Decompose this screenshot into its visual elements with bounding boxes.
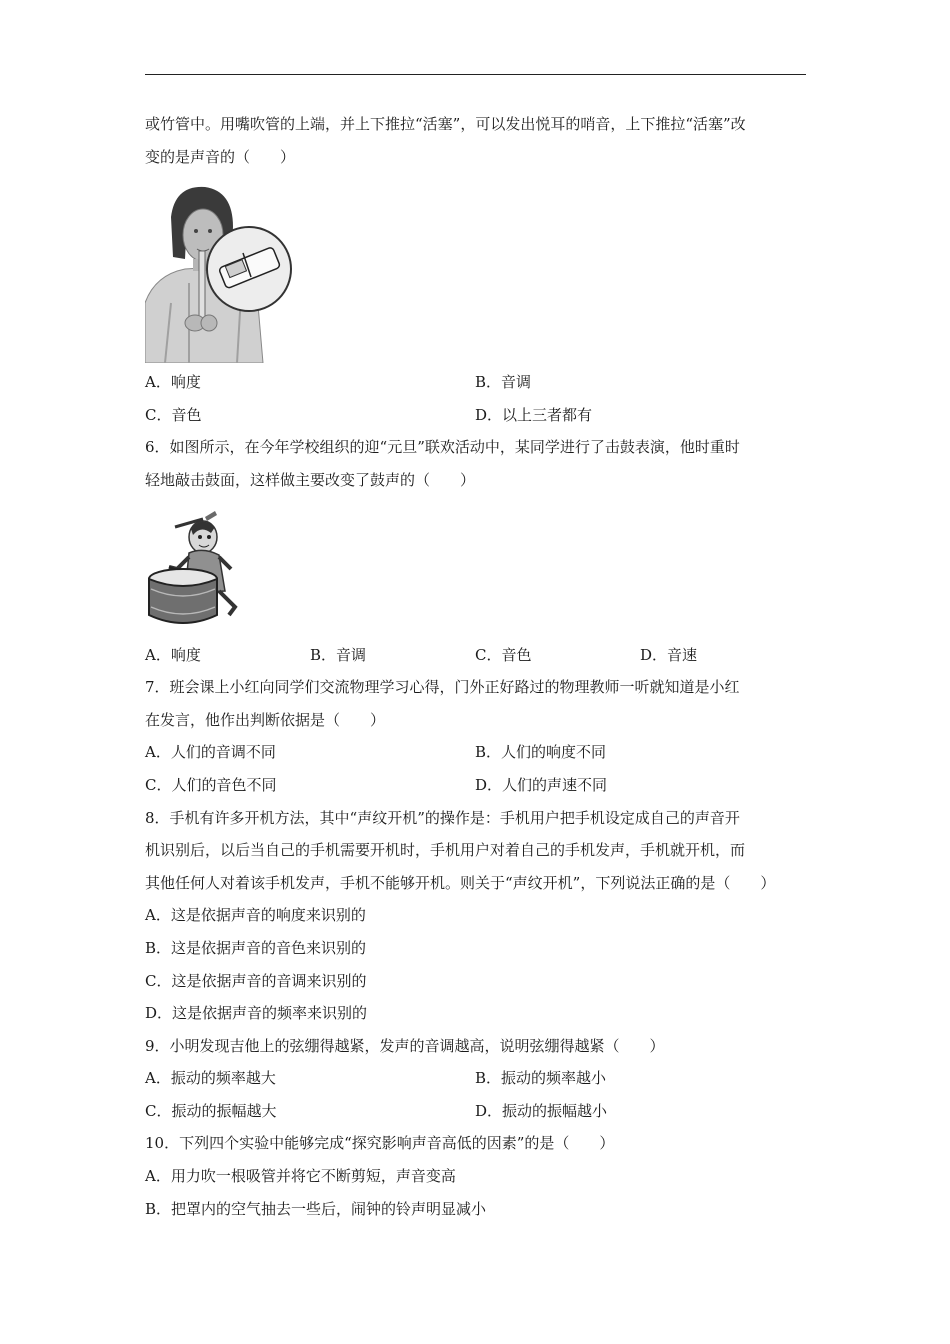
- figure-girl-whistle: [145, 173, 810, 366]
- question-8: [145, 802, 810, 1030]
- header-rule: [145, 74, 806, 75]
- question-7: [145, 671, 810, 801]
- option-c[interactable]: C．振动的振幅越大: [145, 1101, 277, 1120]
- question-text-line: 轻地敲击鼓面，这样做主要改变了鼓声的（ ）: [145, 470, 476, 489]
- question-text-line: 9．小明发现吉他上的弦绷得越紧，发声的音调越高，说明弦绷得越紧（ ）: [145, 1036, 665, 1055]
- options-row: [145, 769, 810, 802]
- question-text-line: 10．下列四个实验中能够完成“探究影响声音高低的因素”的是（ ）: [145, 1134, 615, 1153]
- option-b[interactable]: B．音调: [310, 645, 367, 664]
- question-text-line: 变的是声音的（ ）: [145, 147, 296, 166]
- option-d[interactable]: D．以上三者都有: [475, 405, 593, 424]
- option-a[interactable]: A．人们的音调不同: [145, 743, 276, 762]
- option-b[interactable]: B．人们的响度不同: [475, 743, 607, 762]
- option-d[interactable]: D．人们的声速不同: [475, 775, 608, 794]
- option-a[interactable]: A．这是依据声音的响度来识别的: [145, 906, 366, 925]
- question-6: [145, 431, 810, 671]
- question-text-line: 或竹管中。用嘴吹管的上端，并上下推拉“活塞”，可以发出悦耳的哨音，上下推拉“活塞”改: [145, 115, 746, 133]
- option-d[interactable]: D．音速: [640, 645, 698, 664]
- options-row: [145, 736, 810, 769]
- option-d[interactable]: D．振动的振幅越小: [475, 1101, 608, 1120]
- options-row: [145, 1095, 810, 1128]
- page-content: [145, 108, 810, 1225]
- option-b[interactable]: B．振动的频率越小: [475, 1069, 607, 1088]
- option-c[interactable]: C．音色: [475, 645, 532, 664]
- option-b[interactable]: B．把罩内的空气抽去一些后，闹钟的铃声明显减小: [145, 1199, 487, 1218]
- question-text-line: 6．如图所示，在今年学校组织的迎“元旦”联欢活动中，某同学进行了击鼓表演，他时重时: [145, 438, 740, 457]
- figure-drummer: [145, 497, 810, 639]
- option-b[interactable]: B．音调: [475, 373, 532, 392]
- drummer-illustration: [145, 507, 241, 629]
- option-a[interactable]: A．响度: [145, 645, 201, 664]
- girl-whistle-illustration: [145, 183, 295, 363]
- option-a[interactable]: A．响度: [145, 373, 201, 392]
- question-text-line: 其他任何人对着该手机发声，手机不能够开机。则关于“声纹开机”，下列说法正确的是（ ）: [145, 873, 776, 892]
- option-c[interactable]: C．人们的音色不同: [145, 775, 277, 794]
- question-10: [145, 1127, 810, 1225]
- question-5: [145, 108, 810, 431]
- options-row: [145, 1062, 810, 1095]
- question-text-line: 8．手机有许多开机方法，其中“声纹开机”的操作是：手机用户把手机设定成自己的声音开: [145, 808, 740, 827]
- question-text-line: 在发言，他作出判断依据是（ ）: [145, 710, 386, 729]
- option-c[interactable]: C．这是依据声音的音调来识别的: [145, 971, 367, 990]
- options-row: [145, 366, 810, 399]
- question-9: [145, 1030, 810, 1128]
- option-d[interactable]: D．这是依据声音的频率来识别的: [145, 1004, 368, 1023]
- options-row: [145, 399, 810, 432]
- option-a[interactable]: A．用力吹一根吸管并将它不断剪短，声音变高: [145, 1167, 456, 1186]
- question-text-line: 机识别后，以后当自己的手机需要开机时，手机用户对着自己的手机发声，手机就开机，而: [145, 841, 746, 860]
- question-text-line: 7．班会课上小红向同学们交流物理学习心得，门外正好路过的物理教师一听就知道是小红: [145, 678, 740, 697]
- option-c[interactable]: C．音色: [145, 405, 202, 424]
- options-row: [145, 639, 810, 672]
- option-a[interactable]: A．振动的频率越大: [145, 1069, 276, 1088]
- option-b[interactable]: B．这是依据声音的音色来识别的: [145, 938, 367, 957]
